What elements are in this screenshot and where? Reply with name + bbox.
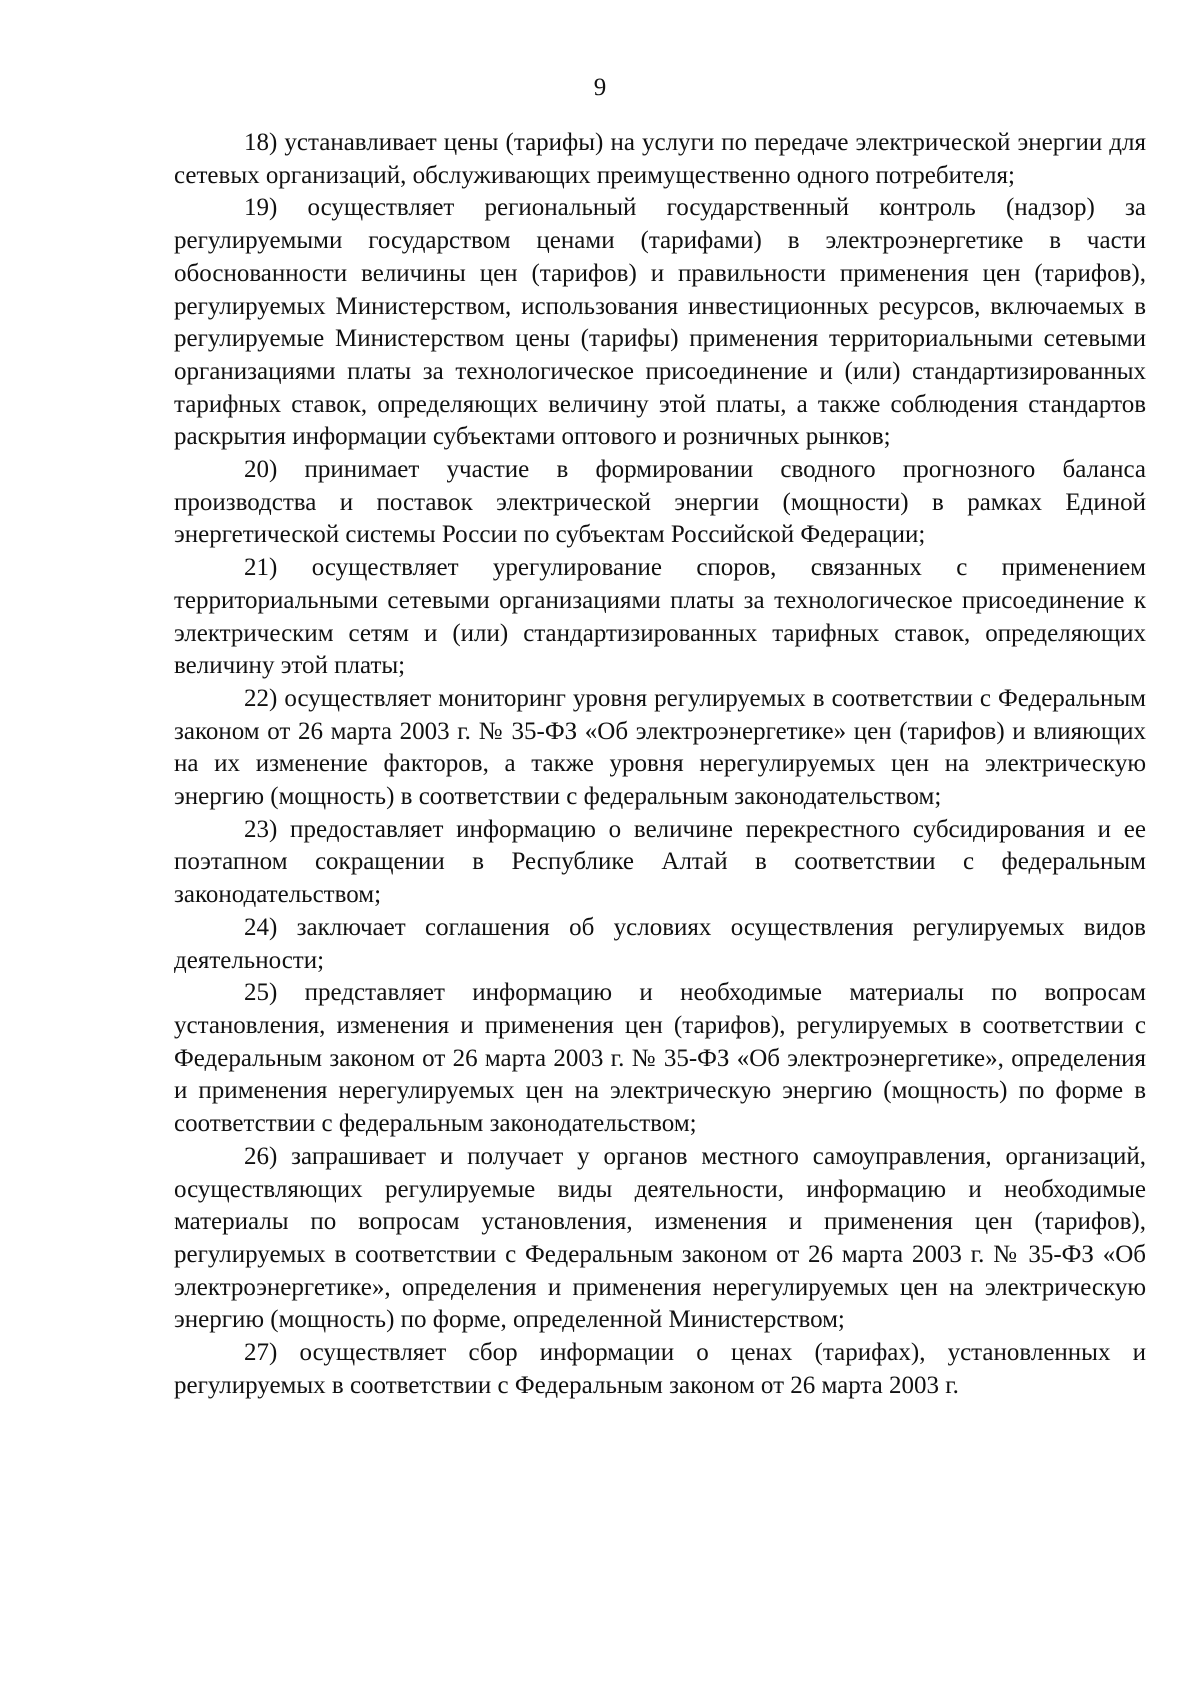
paragraph-item-18: 18) устанавливает цены (тарифы) на услуги по передаче электрической энергии для сетевых организаций, обслуживающих преимущественно одного потребителя; xyxy=(174,129,1146,189)
paragraph-item-27: 27) осуществляет сбор информации о ценах (тарифах), установленных и регулируемых в соответствии с Федеральным законом от 26 марта 2003 г. xyxy=(174,1339,1146,1399)
paragraph-item-24: 24) заключает соглашения об условиях осуществления регулируемых видов деятельности; xyxy=(174,913,1146,974)
paragraph-item-25: 25) представляет информацию и необходимые материалы по вопросам установления, изменения и применения цен (тарифов), регулируемых в соответствии с Федеральным законом от 26 марта 2003 г. № 35-ФЗ «Об электроэнергетике», определения и применения нерегулируемых цен на электрическую энергию (мощность) по форме в соответствии с федеральным законодательством; xyxy=(174,979,1146,1138)
paragraph-item-20: 20) принимает участие в формировании сводного прогнозного баланса производства и поставок электрической энергии (мощности) в рамках Единой энергетической системы России по субъектам Российской Федерации; xyxy=(174,456,1146,549)
paragraph-item-19: 19) осуществляет региональный государственный контроль (надзор) за регулируемыми государством ценами (тарифами) в электроэнергетике в части обоснованности величины цен (тарифов) и правильности применения цен (тарифов), регулируемых Министерством, использования инвестиционных ресурсов, включаемых в регулируемые Министерством цены (тарифы) применения территориальными сетевыми организациями платы за технологическое присоединение и (или) стандартизированных тарифных ставок, определяющих величину этой платы, а также соблюдения стандартов раскрытия информации субъектами оптового и розничных рынков; xyxy=(174,194,1146,451)
document-body xyxy=(174,127,1146,1402)
paragraph-item-26: 26) запрашивает и получает у органов местного самоуправления, организаций, осуществляющих регулируемые виды деятельности, информацию и необходимые материалы по вопросам установления, изменения и применения цен (тарифов), регулируемых в соответствии с Федеральным законом от 26 марта 2003 г. № 35-ФЗ «Об электроэнергетике», определения и применения нерегулируемых цен на электрическую энергию (мощность) по форме, определенной Министерством; xyxy=(174,1142,1146,1334)
page-number: 9 xyxy=(593,74,607,101)
paragraph-item-21: 21) осуществляет урегулирование споров, связанных с применением территориальными сетевыми организациями платы за технологическое присоединение к электрическим сетям и (или) стандартизированных тарифных ставок, определяющих величину этой платы; xyxy=(174,554,1146,680)
paragraph-item-22: 22) осуществляет мониторинг уровня регулируемых в соответствии с Федеральным законом от 26 марта 2003 г. № 35-ФЗ «Об электроэнергетике» цен (тарифов) и влияющих на их изменение факторов, а также уровня нерегулируемых цен на электрическую энергию (мощность) в соответствии с федеральным законодательством; xyxy=(174,684,1146,811)
paragraph-item-23: 23) предоставляет информацию о величине перекрестного субсидирования и ее поэтапном сокращении в Республике Алтай в соответствии с федеральным законодательством; xyxy=(174,815,1146,909)
